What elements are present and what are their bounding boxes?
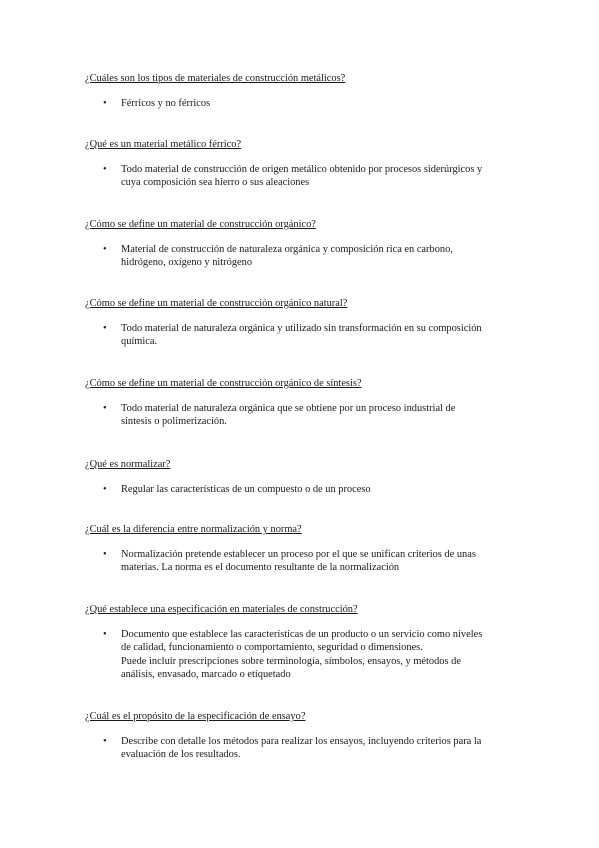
question: ¿Cómo se define un material de construcción orgánico natural? <box>85 298 348 309</box>
question: ¿Cuál es la diferencia entre normalización y norma? <box>85 524 302 535</box>
answer <box>85 163 515 190</box>
answer-line: Regular las características de un compuesto o de un proceso <box>121 483 371 495</box>
qa-block <box>85 377 515 429</box>
bullet-icon: • <box>103 483 107 495</box>
bullet-icon: • <box>103 548 107 560</box>
answer-line: Todo material de naturaleza orgánica y utilizado sin transformación en su composición <box>121 322 482 334</box>
bullet-icon: • <box>103 402 107 414</box>
question: ¿Cómo se define un material de construcción orgánico? <box>85 219 316 230</box>
qa-block <box>85 603 515 682</box>
answer-line: cuya composición sea hierro o sus aleaciones <box>121 177 310 188</box>
answer-line: Puede incluir prescripciones sobre terminología, símbolos, ensayos, y métodos de <box>121 655 461 667</box>
qa-block <box>85 710 515 762</box>
qa-block <box>85 523 515 575</box>
answer-line: Describe con detalle los métodos para realizar los ensayos, incluyendo criterios para la <box>121 735 482 747</box>
question: ¿Qué es un material metálico férrico? <box>85 139 242 150</box>
answer <box>85 243 515 270</box>
answer <box>85 548 515 575</box>
answer <box>85 628 515 682</box>
answer-line: evaluación de los resultados. <box>121 749 241 760</box>
bullet-icon: • <box>103 628 107 640</box>
question: ¿Cómo se define un material de construcción orgánico de síntesis? <box>85 378 362 389</box>
answer-line: Todo material de naturaleza orgánica que se obtiene por un proceso industrial de <box>121 402 456 414</box>
question: ¿Qué establece una especificación en materiales de construcción? <box>85 604 358 615</box>
bullet-icon: • <box>103 322 107 334</box>
question: ¿Cuáles son los tipos de materiales de construcción metálicos? <box>85 73 346 84</box>
bullet-icon: • <box>103 735 107 747</box>
bullet-icon: • <box>103 243 107 255</box>
answer-line: química. <box>121 336 158 347</box>
qa-block <box>85 138 515 190</box>
answer <box>85 402 515 429</box>
answer-line: Normalización pretende establecer un proceso por el que se unifican criterios de unas <box>121 548 476 560</box>
answer-line: de calidad, funcionamiento o comportamiento, seguridad o dimensiones. <box>121 642 423 653</box>
answer-line: Todo material de construcción de origen metálico obtenido por procesos siderúrgicos y <box>121 163 483 175</box>
bullet-icon: • <box>103 163 107 175</box>
answer <box>85 483 515 497</box>
answer-line: Material de construcción de naturaleza orgánica y composición rica en carbono, <box>121 243 453 255</box>
answer <box>85 322 515 349</box>
answer-line: hidrógeno, oxígeno y nitrógeno <box>121 257 253 268</box>
qa-block <box>85 218 515 270</box>
bullet-icon: • <box>103 97 107 109</box>
answer-line: Documento que establece las características de un producto o un servicio como niveles <box>121 628 483 640</box>
answer <box>85 97 515 111</box>
question: ¿Cuál es el propósito de la especificación de ensayo? <box>85 711 306 722</box>
question: ¿Qué es normalizar? <box>85 459 171 470</box>
qa-block <box>85 72 515 110</box>
answer-line: síntesis o polimerización. <box>121 416 227 427</box>
qa-block <box>85 297 515 349</box>
answer-line: Férricos y no férricos <box>121 97 211 109</box>
answer-line: análisis, envasado, marcado o etiquetado <box>121 669 291 680</box>
answer <box>85 735 515 762</box>
qa-block <box>85 458 515 496</box>
answer-line: materias. La norma es el documento resultante de la normalización <box>121 562 400 573</box>
